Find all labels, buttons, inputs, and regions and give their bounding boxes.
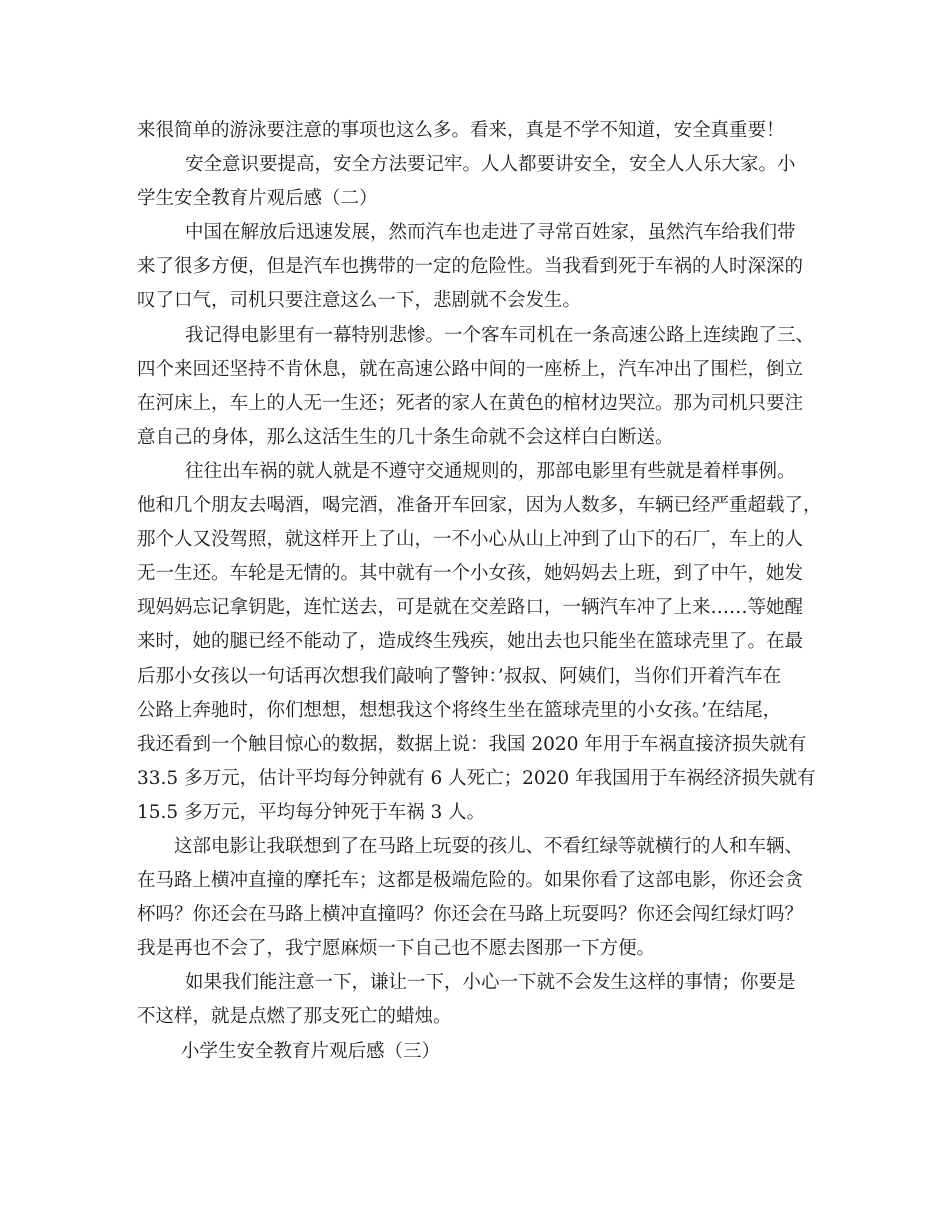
text-line: 四个来回还坚持不肯休息，就在高速公路中间的一座桥上，汽车冲出了围栏，倒立 [137,358,804,380]
section-heading: 学生安全教育片观后感（二） [137,188,378,210]
text-line: 后那小女孩以一句话再次想我们敲响了警钟：’叔叔、阿姨们，当你们开着汽车在 [137,665,782,687]
text-line: 往往出车祸的就人就是不遵守交通规则的，那部电影里有些就是着样事例。 [185,460,796,482]
text-line: 15.5 多万元，平均每分钟死于车祸 3 人。 [137,801,486,823]
document-body [137,114,827,1069]
text-line: 不这样，就是点燃了那支死亡的蜡烛。 [137,1006,452,1028]
text-line: 在河床上，车上的人无一生还；死者的家人在黄色的棺材边哭泣。那为司机只要注 [137,392,804,414]
text-line: 现妈妈忘记拿钥匙，连忙送去，可是就在交差路口，一辆汽车冲了上来……等她醒 [137,597,804,619]
text-line: 来时，她的腿已经不能动了，造成终生残疾，她出去也只能坐在篮球壳里了。在最 [137,631,804,653]
text-line: 安全意识要提高，安全方法要记牢。人人都要讲安全，安全人人乐大家。小 [185,154,796,176]
text-line: 中国在解放后迅速发展，然而汽车也走进了寻常百姓家，虽然汽车给我们带 [185,222,796,244]
text-line: 如果我们能注意一下，谦让一下，小心一下就不会发生这样的事情；你要是 [185,972,796,994]
text-line: 他和几个朋友去喝酒，喝完酒，准备开车回家，因为人数多，车辆已经严重超载了， [137,495,822,517]
text-line: 那个人又没驾照，就这样开上了山，一不小心从山上冲到了山下的石厂，车上的人 [137,529,804,551]
text-line: 在马路上横冲直撞的摩托车；这都是极端危险的。如果你看了这部电影，你还会贪 [137,870,804,892]
text-line: 无一生还。车轮是无情的。其中就有一个小女孩，她妈妈去上班，到了中午，她发 [137,563,804,585]
text-line: 这部电影让我联想到了在马路上玩耍的孩儿、不看红绿等就横行的人和车辆、 [174,835,804,857]
text-line: 叹了口气，司机只要注意这么一下，悲剧就不会发生。 [137,290,582,312]
text-line: 我记得电影里有一幕特别悲惨。一个客车司机在一条高速公路上连续跑了三、 [185,324,815,346]
text-line: 我是再也不会了，我宁愿麻烦一下自己也不愿去图那一下方便。 [137,938,656,960]
text-line: 意自己的身体，那么这活生生的几十条生命就不会这样白白断送。 [137,426,674,448]
section-heading: 小学生安全教育片观后感（三） [181,1040,441,1062]
text-line: 来了很多方便，但是汽车也携带的一定的危险性。当我看到死于车祸的人时深深的 [137,256,804,278]
text-line: 来很简单的游泳要注意的事项也这么多。看来，真是不学不知道，安全真重要！ [137,120,785,141]
text-line: 我还看到一个触目惊心的数据，数据上说：我国 2020 年用于车祸直接济损失就有 [137,733,807,755]
text-line: 公路上奔驰时，你们想想，想想我这个将终生坐在篮球壳里的小女孩。’在结尾， [137,699,782,721]
text-line: 杯吗？你还会在马路上横冲直撞吗？你还会在马路上玩耍吗？你还会闯红绿灯吗？ [137,904,804,926]
text-line: 33.5 多万元，估计平均每分钟就有 6 人死亡；2020 年我国用于车祸经济损失就有 [137,767,816,789]
